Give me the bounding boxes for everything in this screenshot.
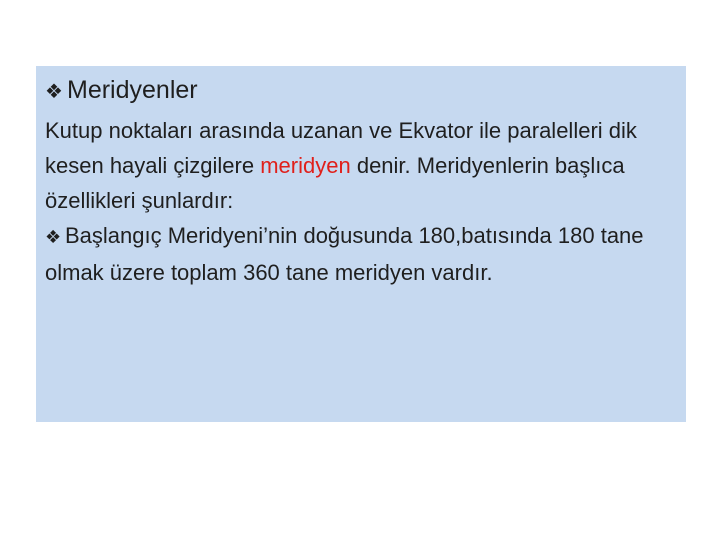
definition-text-end: denir. Meridyenlerin başlıca özellikleri şunlardır: [45, 153, 625, 213]
heading-text: Meridyenler [67, 76, 198, 104]
definition-text-start: Kutup noktaları arasında uzanan ve Ekvator ile paralelleri dik kesen hayali çizgilere [45, 118, 637, 178]
heading [45, 76, 678, 105]
highlighted-term: meridyen [260, 153, 351, 178]
bullet-paragraph [45, 218, 678, 290]
bullet-text: Başlangıç Meridyeni’nin doğusunda 180,batısında 180 tane olmak üzere toplam 360 tane meridyen vardır. [45, 223, 644, 285]
content-box [36, 66, 686, 422]
diamond-bullet-icon: ❖ [45, 79, 63, 103]
definition-paragraph [45, 113, 678, 218]
diamond-bullet-icon: ❖ [45, 227, 62, 248]
